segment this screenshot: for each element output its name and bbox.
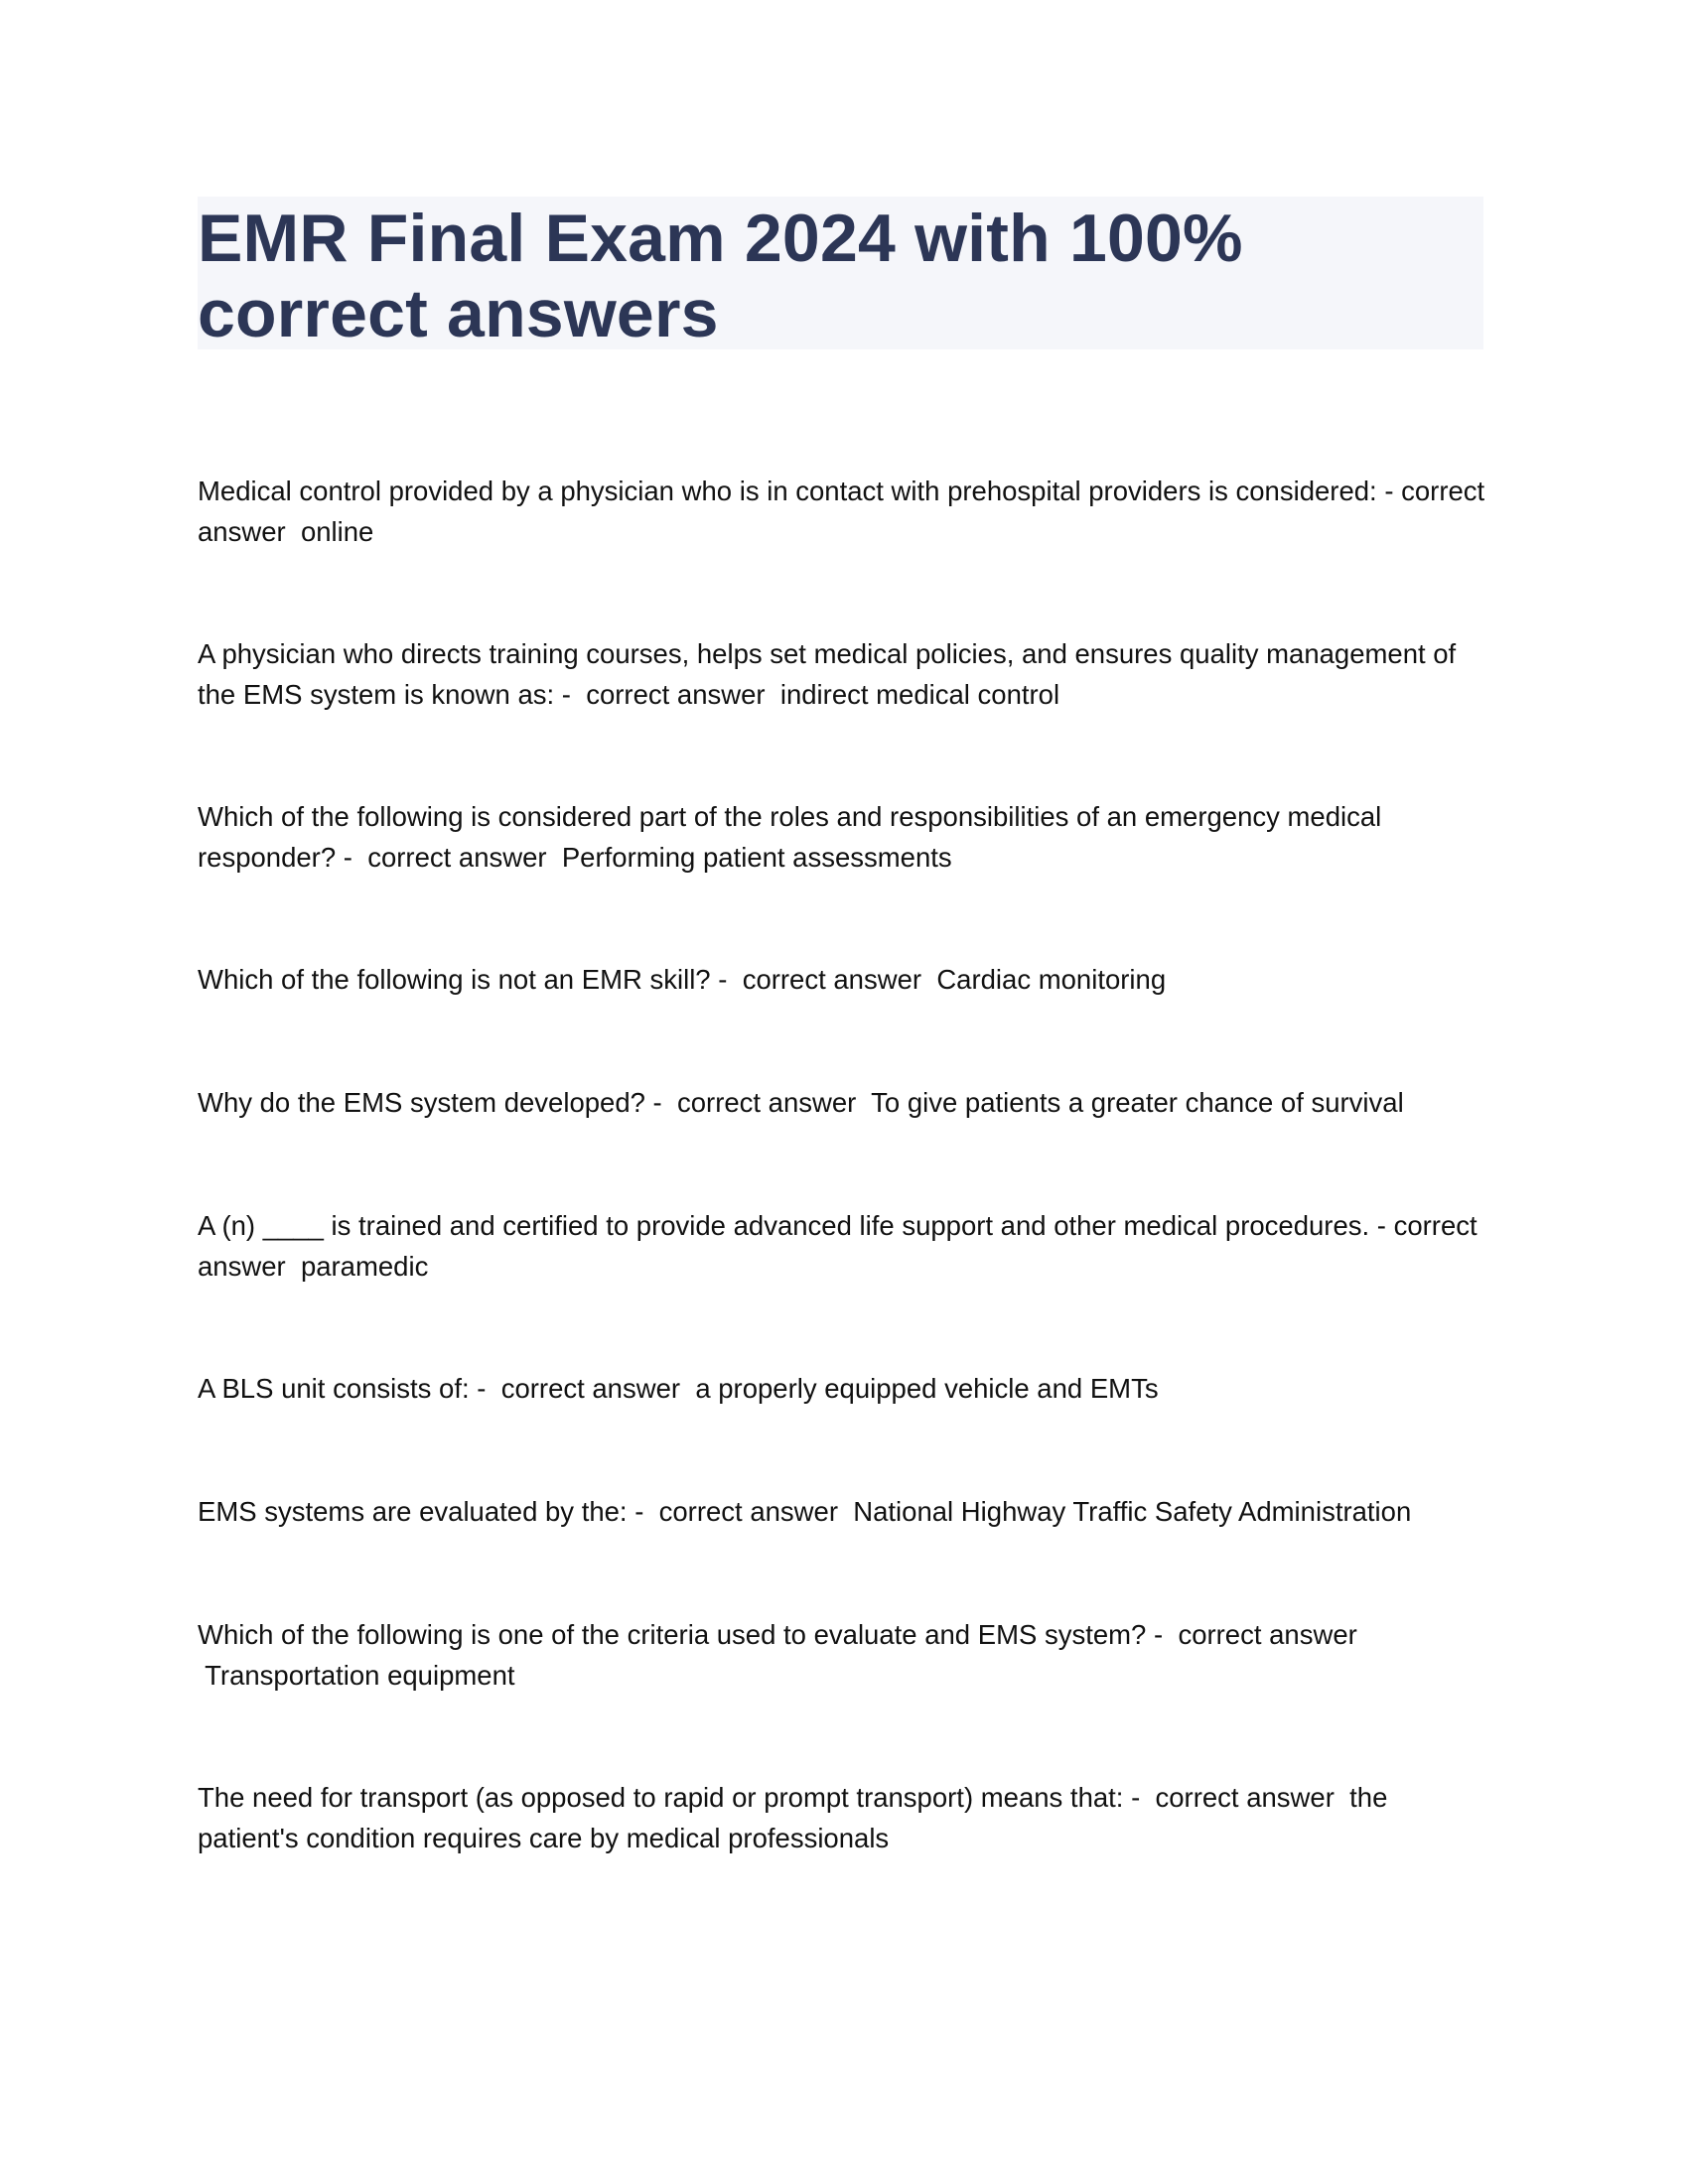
answer-text: Performing patient assessments	[561, 842, 952, 873]
question-text: Which of the following is one of the criteria used to evaluate and EMS system? -	[198, 1619, 1164, 1650]
question-text: Why do the EMS system developed? -	[198, 1087, 662, 1118]
answer-prefix: correct answer	[1178, 1619, 1357, 1650]
question-text: Which of the following is not an EMR skill? -	[198, 964, 728, 995]
question-text: Medical control provided by a physician who is in contact with prehospital providers is considered: -	[198, 476, 1394, 506]
answer-prefix: correct answer	[198, 476, 1485, 547]
qa-item-5	[198, 1082, 1488, 1123]
answer-prefix: correct answer	[658, 1496, 838, 1527]
answer-text: To give patients a greater chance of survival	[871, 1087, 1404, 1118]
answer-prefix: correct answer	[500, 1373, 681, 1404]
question-text: The need for transport (as opposed to rapid or prompt transport) means that: -	[198, 1782, 1141, 1813]
answer-text: Cardiac monitoring	[936, 964, 1167, 995]
answer-text: online	[300, 516, 374, 547]
answer-text: the patient's condition requires care by medical professionals	[198, 1782, 1388, 1853]
question-text: EMS systems are evaluated by the: -	[198, 1496, 644, 1527]
answer-text: National Highway Traffic Safety Administration	[853, 1496, 1412, 1527]
answer-prefix: correct answer	[367, 842, 547, 873]
qa-item-2	[198, 633, 1488, 715]
qa-item-8	[198, 1491, 1488, 1532]
title-block	[198, 197, 1483, 349]
document-title: EMR Final Exam 2024 with 100% correct answers	[198, 201, 1243, 351]
qa-item-10	[198, 1777, 1488, 1858]
answer-text: paramedic	[300, 1251, 429, 1282]
qa-item-7	[198, 1368, 1488, 1409]
answer-prefix: correct answer	[586, 679, 766, 710]
answer-prefix: correct answer	[677, 1087, 857, 1118]
answer-text: a properly equipped vehicle and EMTs	[695, 1373, 1159, 1404]
question-text: A (n) ____ is trained and certified to provide advanced life support and other medical procedures. -	[198, 1210, 1386, 1241]
qa-item-6	[198, 1205, 1488, 1287]
answer-prefix: correct answer	[198, 1210, 1477, 1282]
qa-item-1	[198, 471, 1488, 552]
answer-text: Transportation equipment	[205, 1660, 515, 1691]
answer-text: indirect medical control	[779, 679, 1060, 710]
answer-prefix: correct answer	[1155, 1782, 1335, 1813]
qa-item-9	[198, 1614, 1488, 1696]
qa-item-3	[198, 796, 1488, 878]
question-text: Which of the following is considered part of the roles and responsibilities of an emergency medical responder? -	[198, 801, 1382, 873]
question-text: A BLS unit consists of: -	[198, 1373, 487, 1404]
qa-item-4	[198, 959, 1488, 1000]
answer-prefix: correct answer	[742, 964, 922, 995]
question-text: A physician who directs training courses, helps set medical policies, and ensures quality management of the EMS system is known as: -	[198, 638, 1457, 710]
